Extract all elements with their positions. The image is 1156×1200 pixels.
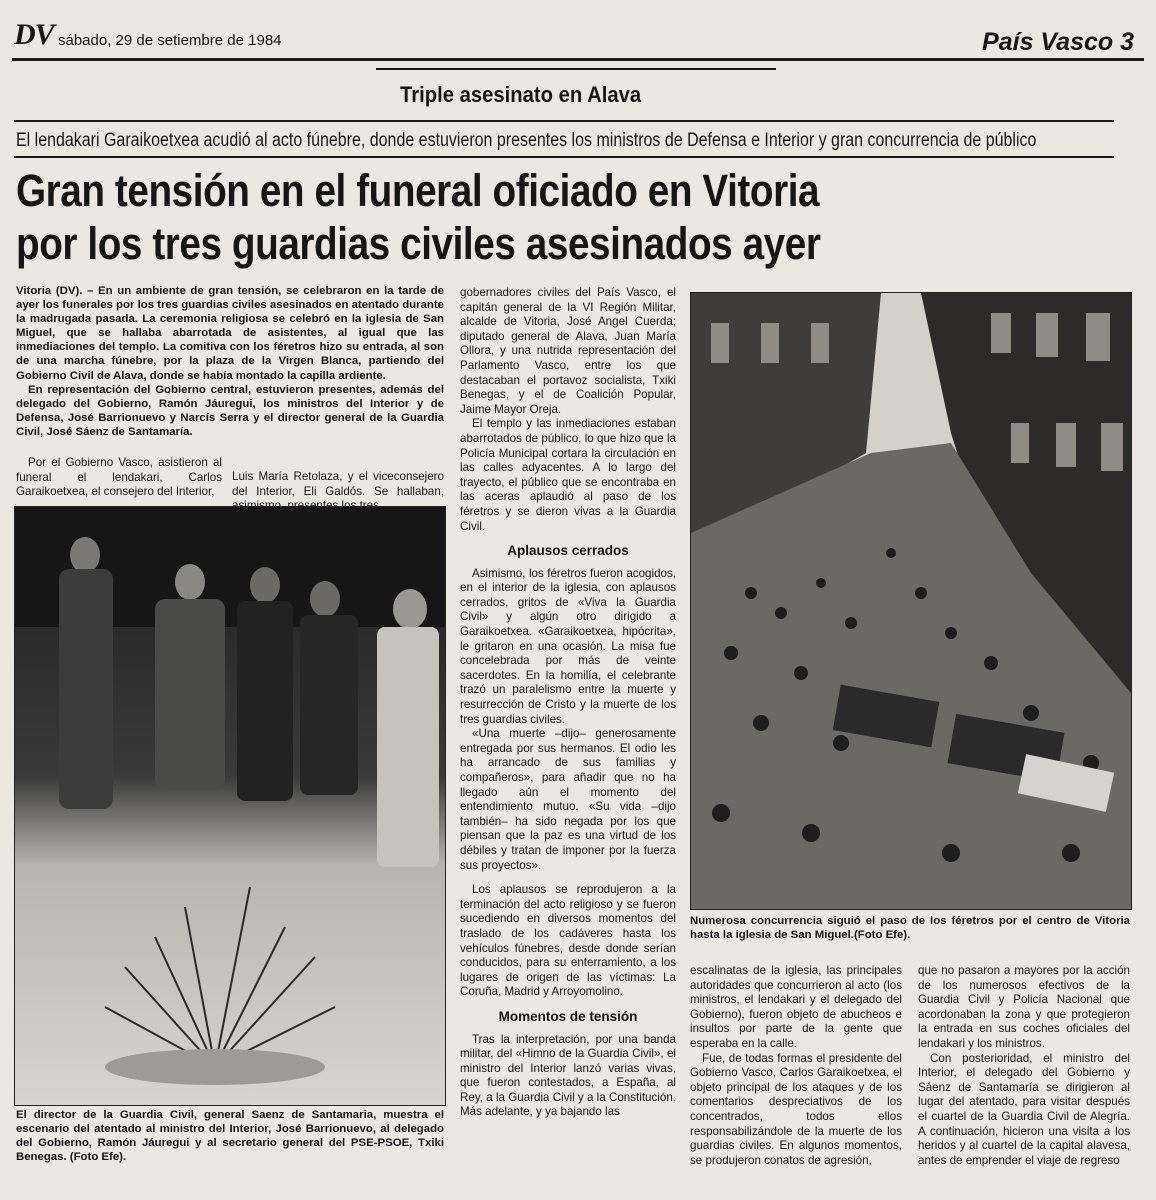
column-3: [460, 286, 676, 1120]
col5-p1: que no pasaron a mayores por la acción de los numerosos efectivos de la Guardia Civil y Policía Nacional que acordonaban la zona y que protegieron la entrada en sus coches oficiales del lendakari y los ministros.: [918, 964, 1130, 1050]
column-4: [690, 964, 902, 1168]
col4-p2: Fue, de todas formas el presidente del Gobierno Vasco, Carlos Garaikoetxea, el objeto principal de los ataques y de los comentarios despreciativos de los concentrados, todos ellos responsabilizándole de la muerte de los guardias civiles. En algunos momentos, se produjeron conatos de agresión,: [690, 1051, 902, 1167]
col4-p1: escalinatas de la iglesia, las principales autoridades que concurrieron al acto (los ministros, el lendakari y el delegado del Gobierno), fueron objeto de abucheos e insultos por parte de la gente que esperaba en la calle.: [690, 964, 902, 1050]
lead-paragraph: [16, 284, 444, 439]
procession-photo-illustration: [691, 293, 1131, 909]
col3-p2: El templo y las inmediaciones estaban abarrotados de público, lo que hizo que la Policía Municipal cortara la circulación en las calles adyacentes. A lo largo del trayecto, el público que se encontraba en las aceras aplaudió al paso de los féretros y se dieron vivas a la Guardia Civil.: [460, 417, 676, 533]
masthead-rule: [12, 58, 1144, 61]
lead-p1: Vitoria (DV). – En un ambiente de gran tensión, se celebraron en la tarde de ayer los funerales por los tres guardias civiles asesinados en atentado durante la madrugada pasada. La ceremonia religiosa se celebró en la iglesia de San Miguel, que se hallaba abarrotada de asistentes, al igual que las inmediaciones del templo. La comitiva con los féretros hizo su entrada, al son de una marcha fúnebre, por la plaza de la Virgen Blanca, partiendo del Gobierno Civil de Alava, donde se había montado la capilla ardiente.: [16, 285, 444, 382]
section-page-label: País Vasco 3: [982, 28, 1134, 56]
headline-line-2: por los tres guardias civiles asesinados ayer: [16, 218, 821, 269]
col3-p6: Tras la interpretación, por una banda militar, del «Himno de la Guardia Civil», el ministro del Interior lanzó varias vivas, que fueron contestados, a España, al Rey, a la Guardia Civil y a la Constitución. Más adelante, y ya bajando las: [460, 1032, 676, 1119]
col1-paragraph: Por el Gobierno Vasco, asistieron al funeral el lendakari, Carlos Garaikoetxea, el consejero del Interior,: [16, 456, 222, 499]
headline-line-1: Gran tensión en el funeral oficiado en Vitoria: [16, 165, 820, 216]
col3-p5: Los aplausos se reprodujeron a la terminación del acto religioso y se fueron sucediendo en diversos momentos del traslado de los cadáveres hasta los vehículos fúnebres, desde donde serían conducidos, para su enterramiento, a los lugares de origen de las víctimas: La Coruña, Madrid y Arroyomolino.: [460, 883, 676, 999]
funeral-officials-photo: [14, 506, 446, 1106]
topic-label: Triple asesinato en Alava: [400, 82, 642, 107]
col3-p1: gobernadores civiles del País Vasco, el capitán general de la VI Región Militar, alcalde de Vitoria, José Angel Cuerda; diputado general de Alava, Juan María Ollora, y una nutrida representación del Parlamento Vasco, entre los que destacaban el portavoz socialista, Txiki Benegas, y el de Coalición Popular, Jaime Mayor Oreja.: [460, 286, 676, 416]
masthead-date: sábado, 29 de setiembre de 1984: [58, 32, 282, 49]
crosshead-tension: Momentos de tensión: [498, 1008, 638, 1024]
officials-photo-illustration: [15, 507, 445, 1105]
subheadline: El lendakari Garaikoetxea acudió al acto fúnebre, donde estuvieron presentes los ministros de Defensa e Interior y gran concurrencia de público: [16, 129, 1037, 151]
subhead-rule-bottom: [14, 156, 1114, 158]
headline: [16, 164, 821, 270]
column-1-top: [16, 456, 222, 500]
col3-p3: Asimismo, los féretros fueron acogidos, en el interior de la iglesia, con aplausos cerrados, gritos de «Viva la Guardia Civil» y algún otro dirigido a Garaikoetxea. «Garaikoetxea, hipócrita», le gritaron en una ocasión. La misa fue concelebrada por más de veinte sacerdotes. En la homilía, el celebrante trazó un paralelismo entre la muerte y resurrección de Cristo y la muerte de los tres guardias civiles.: [460, 566, 676, 726]
crosshead-aplausos: Aplausos cerrados: [507, 543, 629, 559]
masthead-logo: DV: [14, 18, 54, 51]
topic-rule-top: [376, 68, 776, 70]
lead-p2: En representación del Gobierno central, estuvieron presentes, además del delegado del Gobierno, Ramón Jáuregui, los ministros del Interior y de Defensa, José Barrionuevo y Narcís Serra y el director general de la Guardia Civil, José Sáenz de Santamaría.: [16, 383, 444, 438]
column-5: [918, 964, 1130, 1168]
photo-1-caption: El director de la Guardia Civil, general Saenz de Santamaria, muestra el escenario del atentado al ministro del Interior, José Barrionuevo, al delegado del Gobierno, Ramón Jáuregui y al secretario general del PSE-PSOE, Txiki Benegas. (Foto Efe).: [16, 1109, 444, 1164]
subhead-rule-top: [14, 120, 1114, 122]
col5-p2: Con posterioridad, el ministro del Interior, el delegado del Gobierno y Sáenz de Santamaría se dirigieron al lugar del atentado, para visitar después el cuartel de la Guardia Civil de Alegría. A continuación, hicieron una visita a los heridos y al cuartel de la capital alavesa, antes de emprender el viaje de regreso: [918, 1051, 1130, 1167]
col3-p4: «Una muerte –dijo– generosamente entregada por sus hermanos. El odio les ha arrancado de sus familias y compañeros», para añadir que no ha llegado aún el momento del entendimiento mutuo. «Su vida –dijo también– ha sido negada por los que piensan que la paz es una virtud de los débiles y tratan de imponer por la fuerza sus proyectos».: [460, 727, 676, 872]
photo-2-caption: Numerosa concurrencia siguió el paso de los féretros por el centro de Vitoria hasta la iglesia de San Miguel.(Foto Efe).: [690, 915, 1130, 942]
funeral-procession-photo: [690, 292, 1132, 910]
col2-paragraph: Luis María Retolaza, y el viceconsejero del Interior, Eli Galdós. Se hallaban,: [232, 470, 444, 498]
